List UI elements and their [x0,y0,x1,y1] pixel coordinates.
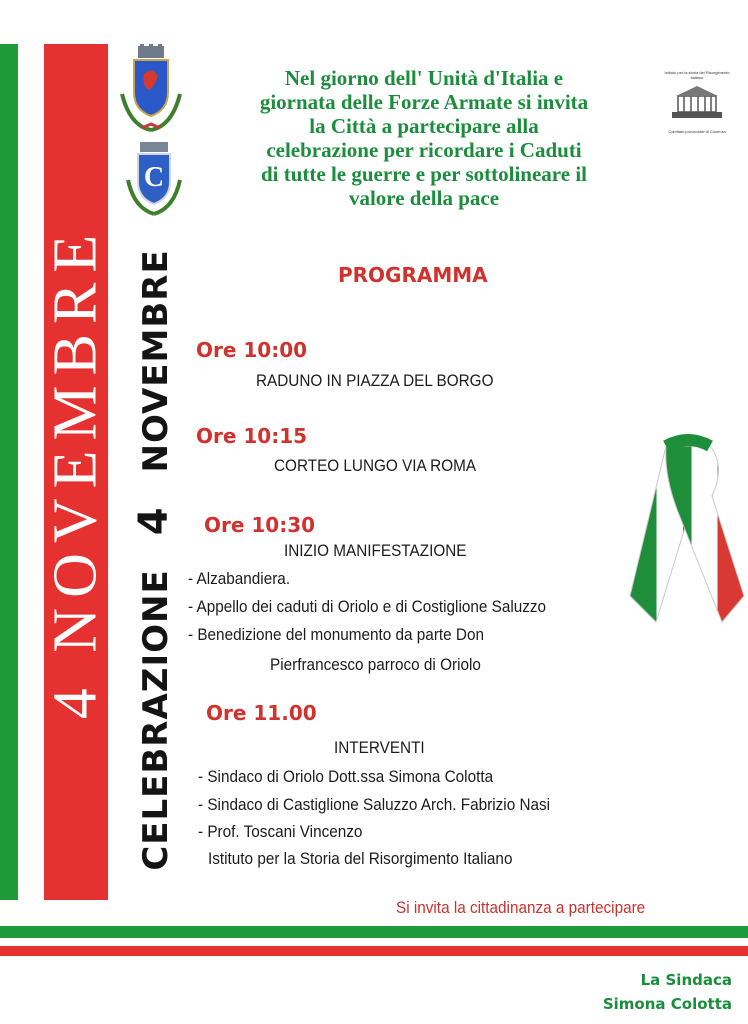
intro-line: Nel giorno dell' Unità d'Italia e [284,66,564,90]
slot-activity: CORTEO LUNGO VIA ROMA [274,456,477,475]
institute-caption-top: Istituto per la storia del Risorgimento italiano [664,70,730,80]
municipal-crest-icon [124,140,184,218]
slot-time: Ore 10:15 [196,424,308,448]
slot-item: - Benedizione del monumento da parte Don [188,625,485,644]
slot-activity: RADUNO IN PIAZZA DEL BORGO [256,371,494,390]
vertical-caption-day: 4 [131,506,177,536]
program-heading: PROGRAMMA [338,263,488,287]
slot-item: - Alzabandiera. [188,569,291,588]
vertical-caption-before: CELEBRAZIONE [136,569,176,871]
intro-line: giornata delle Forze Armate si invita [259,90,589,114]
slot-title: INTERVENTI [334,738,425,757]
vertical-caption-after: NOVEMBRE [136,249,176,473]
slot-time: Ore 10:30 [204,513,316,537]
slot-item: Pierfrancesco parroco di Oriolo [270,655,481,674]
green-band [0,926,748,938]
slot-item: - Sindaco di Oriolo Dott.ssa Simona Colotta [198,767,494,786]
slot-time: Ore 10:00 [196,338,308,362]
institute-logo-icon [668,82,726,122]
vertical-caption [131,249,177,870]
institute-caption-bottom: Comitato provinciale di Cosenza [668,129,726,134]
municipal-crest-icon [118,44,184,136]
slot-item: - Appello dei caduti di Oriolo e di Costiglione Saluzzo [188,597,547,616]
signature-role: La Sindaca [640,971,732,989]
intro-line: valore della pace [348,186,500,210]
intro-line: di tutte le guerre e per sottolineare il [260,162,587,186]
invitation-text: Si invita la cittadinanza a partecipare [396,898,646,917]
green-stripe [0,44,18,900]
slot-title: INIZIO MANIFESTAZIONE [284,541,467,560]
vertical-date-title: 4 NOVEMBRE [41,224,110,720]
intro-text [196,66,652,210]
signature [603,968,732,1016]
slot-item: Istituto per la Storia del Risorgimento Italiano [208,849,513,868]
intro-line: la Città a partecipare alla [309,114,539,138]
signature-name: Simona Colotta [602,995,732,1013]
slot-item: - Prof. Toscani Vincenzo [198,822,363,841]
red-band [0,946,748,956]
slot-time: Ore 11.00 [206,701,317,725]
svg-text:C: C [143,162,165,193]
intro-line: celebrazione per ricordare i Caduti [266,138,582,162]
tricolor-ribbon-icon [626,426,748,636]
institute-logo [662,70,732,134]
slot-item: - Sindaco di Castiglione Saluzzo Arch. Fabrizio Nasi [198,795,551,814]
